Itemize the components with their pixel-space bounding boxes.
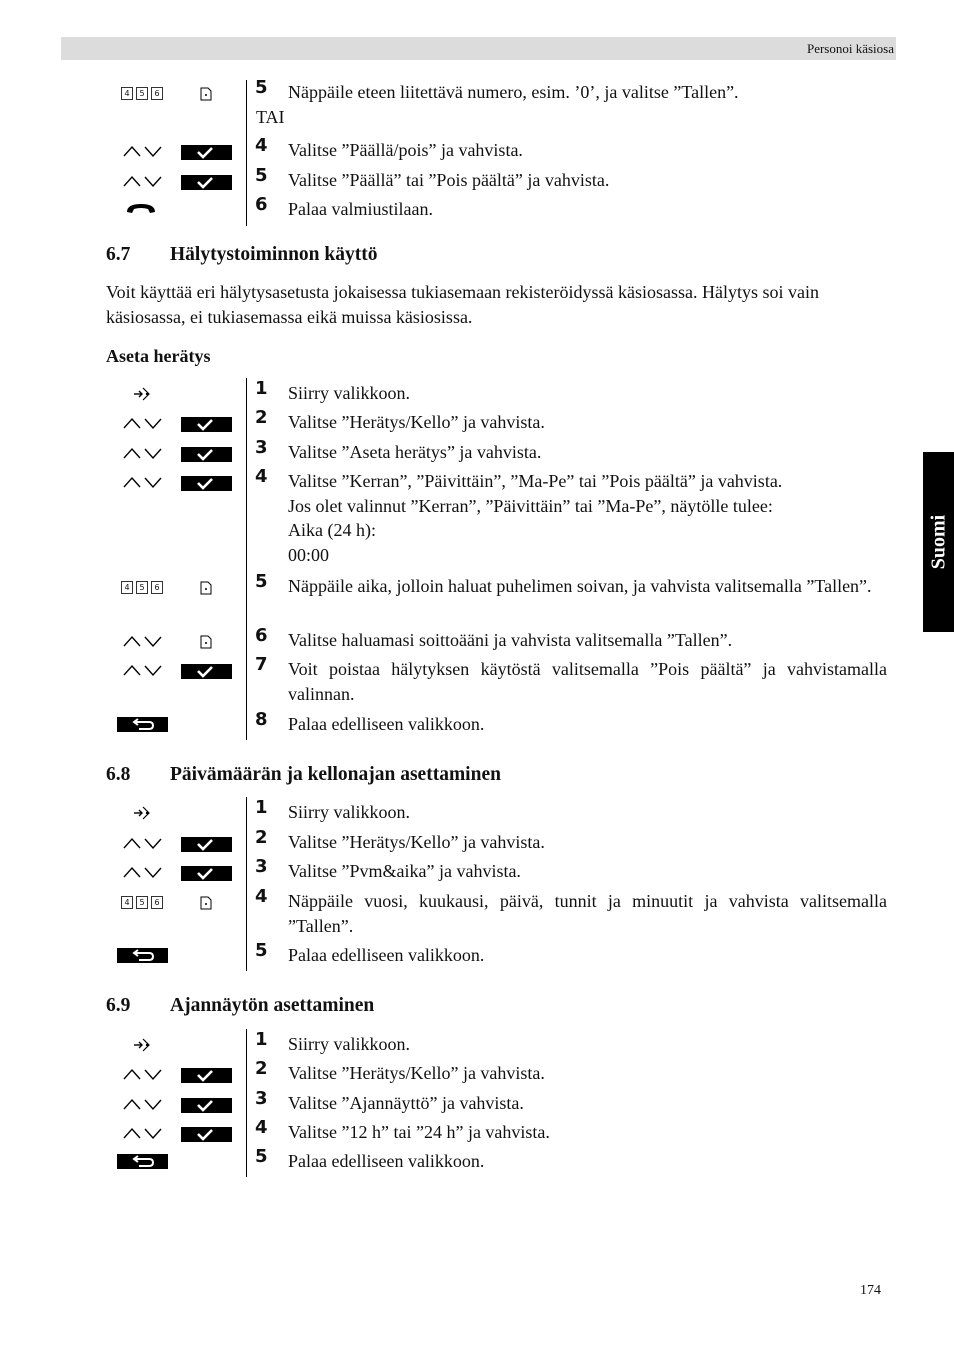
step-text: Valitse ”Herätys/Kello” ja vahvista. [288, 412, 545, 432]
step-number: 2 [255, 1058, 268, 1079]
confirm-icon [181, 476, 232, 491]
confirm-icon [181, 417, 232, 432]
keypad-icon: 4 5 6 [121, 581, 163, 594]
step-text: Valitse ”Päällä/pois” ja vahvista. [288, 140, 523, 160]
up-down-arrows-icon [123, 475, 163, 489]
up-down-arrows-icon [123, 836, 163, 850]
step-number: 6 [255, 625, 268, 646]
or-separator: TAI [256, 107, 285, 127]
confirm-icon [181, 1127, 232, 1142]
step-text: Näppäile vuosi, kuukausi, päivä, tunnit ja minuutit ja vahvista valitsemalla ”Tallen”. [288, 891, 887, 936]
confirm-icon [181, 447, 232, 462]
language-tab [923, 452, 954, 632]
menu-icon [133, 1037, 151, 1053]
step-number: 8 [255, 709, 268, 730]
up-down-arrows-icon [123, 1067, 163, 1081]
up-down-arrows-icon [123, 446, 163, 460]
section-heading: 6.8 Päivämäärän ja kellonajan asettaminen [106, 764, 501, 785]
step-text: Palaa valmiustilaan. [288, 199, 433, 219]
up-down-arrows-icon [123, 1097, 163, 1111]
step-text: Voit poistaa hälytyksen käytöstä valitsemalla ”Pois päältä” ja vahvistamalla valinnan. [288, 659, 887, 704]
up-down-arrows-icon [123, 174, 163, 188]
step-number: 2 [255, 407, 268, 428]
confirm-icon [181, 175, 232, 190]
section-heading: 6.7 Hälytystoiminnon käyttö [106, 244, 378, 265]
step-number: 4 [255, 1117, 268, 1138]
step-divider-line [246, 378, 247, 740]
step-number: 7 [255, 654, 268, 675]
step-text: Valitse ”Ajannäyttö” ja vahvista. [288, 1093, 524, 1113]
step-text: Valitse ”Herätys/Kello” ja vahvista. [288, 1063, 545, 1083]
language-tab-label: Suomi [927, 514, 949, 570]
up-down-arrows-icon [123, 416, 163, 430]
section-heading: 6.9 Ajannäytön asettaminen [106, 995, 375, 1016]
step-text: Valitse ”12 h” tai ”24 h” ja vahvista. [288, 1122, 550, 1142]
step-number: 3 [255, 1088, 268, 1109]
confirm-icon [181, 1068, 232, 1083]
step-number: 5 [255, 77, 268, 98]
up-down-arrows-icon [123, 663, 163, 677]
step-text: Palaa edelliseen valikkoon. [288, 945, 485, 965]
header-bar [61, 37, 896, 60]
back-icon [117, 717, 168, 732]
softkey-icon [200, 87, 212, 101]
confirm-icon [181, 664, 232, 679]
up-down-arrows-icon [123, 1126, 163, 1140]
up-down-arrows-icon [123, 144, 163, 158]
section-intro: Voit käyttää eri hälytysasetusta jokaisessa tukiasemaan rekisteröidyssä käsiosassa. Hälytys soi vain käsiosassa, ei tukiasemassa eikä muissa käsiosissa. [106, 282, 820, 327]
step-text: Valitse ”Aseta herätys” ja vahvista. [288, 442, 542, 462]
menu-icon [133, 805, 151, 821]
step-text: Valitse ”Päällä” tai ”Pois päältä” ja vahvista. [288, 170, 610, 190]
step-text: Siirry valikkoon. [288, 802, 410, 822]
step-number: 3 [255, 856, 268, 877]
step-number: 3 [255, 437, 268, 458]
step-number: 1 [255, 378, 268, 399]
up-down-arrows-icon [123, 634, 163, 648]
step-text: Palaa edelliseen valikkoon. [288, 714, 485, 734]
softkey-icon [200, 635, 212, 649]
subheading: Aseta herätys [106, 346, 211, 366]
step-number: 5 [255, 1146, 268, 1167]
confirm-icon [181, 866, 232, 881]
step-text: Valitse ”Kerran”, ”Päivittäin”, ”Ma-Pe” tai ”Pois päältä” ja vahvista. Jos olet valinnut ”Kerran”, ”Päivittäin” tai ”Ma-Pe”, näytölle tulee: Aika (24 h): 00:00 [288, 471, 783, 565]
menu-icon [133, 386, 151, 402]
step-text: Valitse ”Herätys/Kello” ja vahvista. [288, 832, 545, 852]
step-number: 4 [255, 886, 268, 907]
back-icon [117, 1154, 168, 1169]
running-header: Personoi käsiosa [806, 41, 894, 56]
step-number: 4 [255, 466, 268, 487]
step-text: Palaa edelliseen valikkoon. [288, 1151, 485, 1171]
confirm-icon [181, 145, 232, 160]
step-text: Siirry valikkoon. [288, 383, 410, 403]
confirm-icon [181, 837, 232, 852]
keypad-icon: 4 5 6 [121, 87, 163, 100]
step-text: Valitse ”Pvm&aika” ja vahvista. [288, 861, 521, 881]
softkey-icon [200, 896, 212, 910]
softkey-icon [200, 581, 212, 595]
step-number: 5 [255, 940, 268, 961]
step-number: 1 [255, 797, 268, 818]
step-text: Valitse haluamasi soittoääni ja vahvista valitsemalla ”Tallen”. [288, 630, 733, 650]
up-down-arrows-icon [123, 865, 163, 879]
confirm-icon [181, 1098, 232, 1113]
step-text: Näppäile aika, jolloin haluat puhelimen soivan, ja vahvista valitsemalla ”Tallen”. [288, 576, 872, 596]
step-number: 6 [255, 194, 268, 215]
step-text: Näppäile eteen liitettävä numero, esim. ’0’, ja valitse ”Tallen”. [288, 82, 739, 102]
end-call-icon [124, 200, 158, 218]
step-text: Siirry valikkoon. [288, 1034, 410, 1054]
back-icon [117, 948, 168, 963]
step-number: 1 [255, 1029, 268, 1050]
keypad-icon: 4 5 6 [121, 896, 163, 909]
page-number: 174 [860, 1283, 881, 1298]
step-divider-line [246, 797, 247, 971]
step-divider-line [246, 1029, 247, 1177]
step-number: 5 [255, 165, 268, 186]
step-number: 2 [255, 827, 268, 848]
step-number: 5 [255, 571, 268, 592]
step-number: 4 [255, 135, 268, 156]
step-divider-line [246, 80, 247, 226]
